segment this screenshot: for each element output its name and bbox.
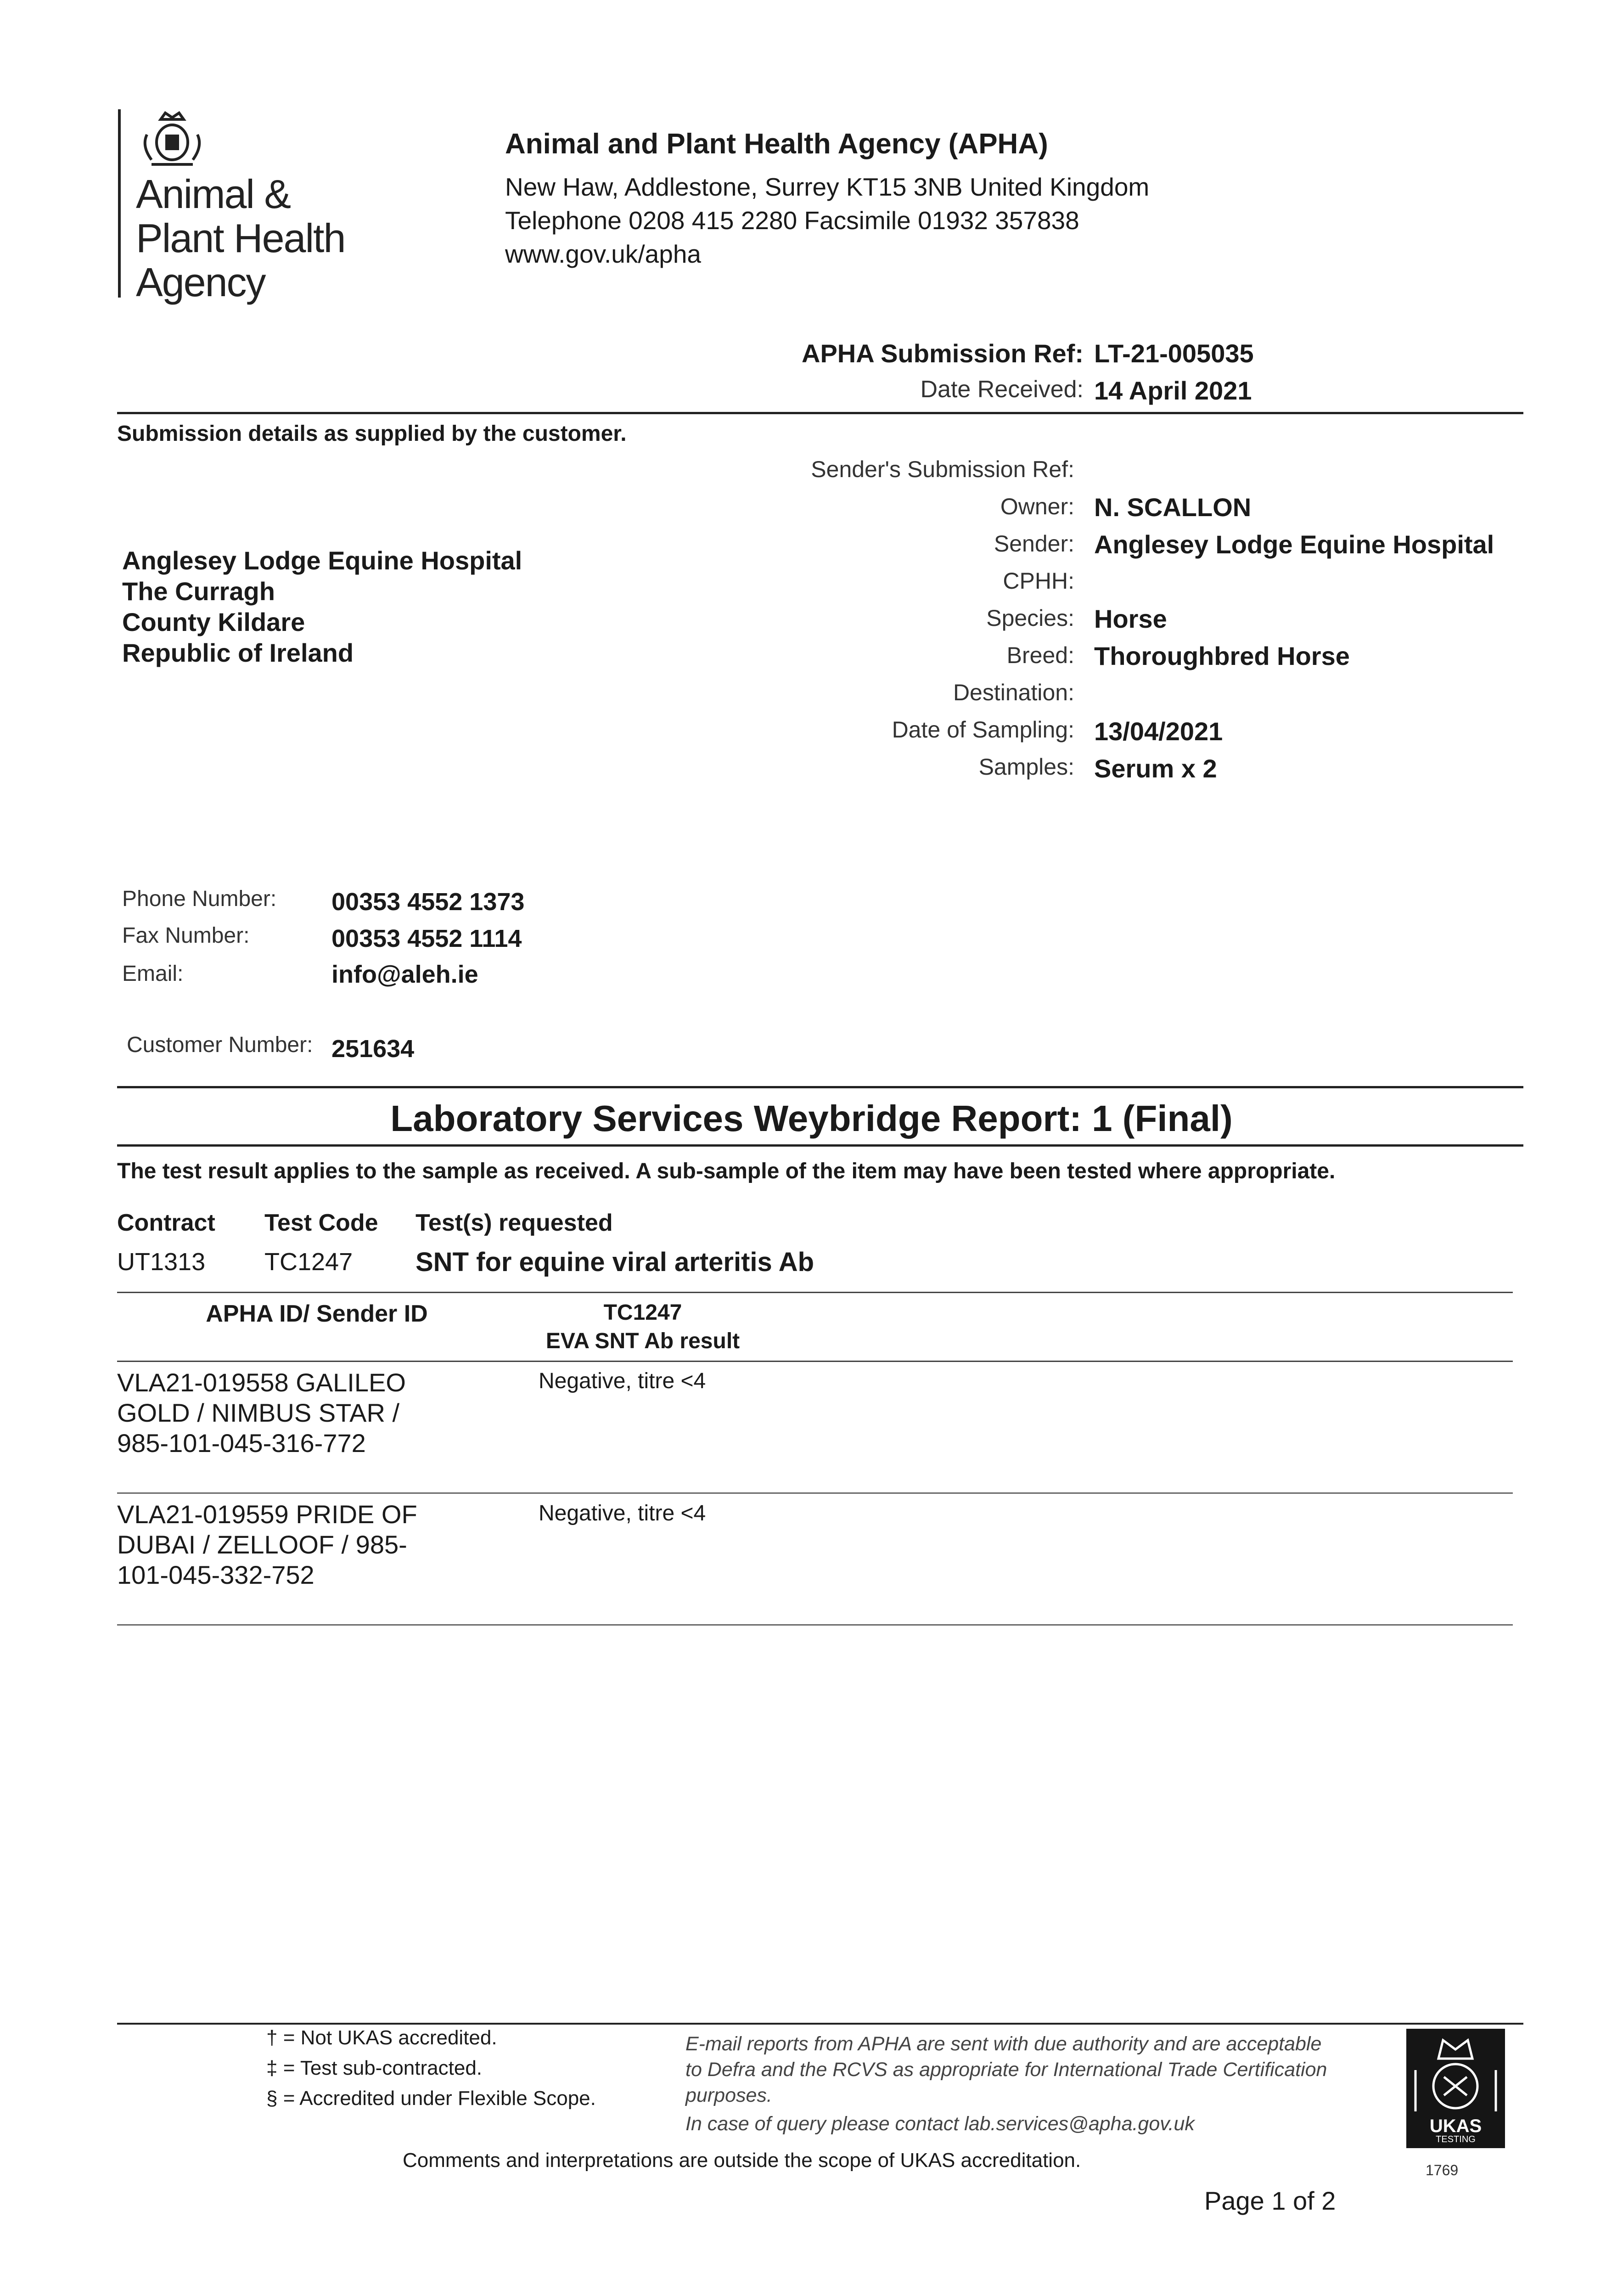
date-received-value: 14 April 2021 [1094, 376, 1252, 405]
table-bottom-rule [117, 1624, 1513, 1626]
detail-label: Samples: [978, 754, 1074, 780]
customer-number-label: Customer Number: [127, 1033, 313, 1057]
ukas-label: UKAS [1429, 2116, 1482, 2136]
detail-label: Date of Sampling: [892, 717, 1074, 743]
email-value[interactable]: info@aleh.ie [331, 961, 478, 988]
sample-id: VLA21-019559 PRIDE OF DUBAI / ZELLOOF / 985-101-045-332-752 [117, 1500, 417, 1589]
agency-logo-text: Animal & Plant Health Agency [136, 171, 345, 305]
table-top-rule [117, 1292, 1513, 1293]
report-note: The test result applies to the sample as received. A sub-sample of the item may have been tested where appropriate. [117, 1159, 1336, 1183]
col-id-header: APHA ID/ Sender ID [206, 1300, 428, 1327]
address-line: County Kildare [122, 608, 305, 636]
agency-title: Animal and Plant Health Agency (APHA) [505, 128, 1048, 160]
customer-note: Submission details as supplied by the customer. [117, 422, 627, 446]
detail-label: Breed: [1006, 642, 1074, 668]
agency-address: New Haw, Addlestone, Surrey KT15 3NB United Kingdom [505, 173, 1150, 201]
logo-divider [118, 109, 121, 298]
ukas-badge [1406, 2029, 1505, 2148]
sample-result: Negative, titre <4 [539, 1369, 706, 1393]
address-line: Republic of Ireland [122, 638, 354, 667]
table-header-rule [117, 1361, 1513, 1362]
ukas-number: 1769 [1426, 2162, 1459, 2178]
email-reports-note: E-mail reports from APHA are sent with due authority and are acceptable to Defra and the RCVS as appropriate for International Trade Certification purposes. [685, 2033, 1327, 2106]
detail-label: Owner: [1000, 494, 1074, 519]
accreditation-key: † = Not UKAS accredited. ‡ = Test sub-contracted. § = Accredited under Flexible Scope. [266, 2026, 596, 2110]
phone-value: 00353 4552 1373 [331, 888, 525, 916]
tests-requested-header: Test(s) requested [416, 1210, 613, 1236]
query-contact-note: In case of query please contact lab.services@apha.gov.uk [685, 2113, 1195, 2135]
header-divider [117, 412, 1523, 414]
detail-label: Species: [986, 605, 1074, 631]
ukas-scope-comment: Comments and interpretations are outside the scope of UKAS accreditation. [403, 2149, 1081, 2172]
customer-number-value: 251634 [331, 1035, 415, 1063]
report-top-divider [117, 1086, 1523, 1088]
fax-value: 00353 4552 1114 [331, 925, 522, 952]
detail-label: Destination: [953, 680, 1074, 705]
address-line: Anglesey Lodge Equine Hospital [122, 546, 522, 575]
sampling-date-value: 13/04/2021 [1094, 717, 1223, 746]
email-label: Email: [122, 962, 184, 986]
detail-label: CPHH: [1003, 568, 1074, 594]
agency-telephone: Telephone 0208 415 2280 Facsimile 01932 357838 [505, 206, 1079, 235]
col-result-name-header: EVA SNT Ab result [545, 1329, 740, 1353]
breed-value: Thoroughbred Horse [1094, 642, 1350, 670]
sample-id: VLA21-019558 GALILEO GOLD / NIMBUS STAR / 985-101-045-316-772 [117, 1368, 406, 1458]
date-received-label: Date Received: [920, 376, 1084, 403]
sample-result: Negative, titre <4 [539, 1501, 706, 1525]
table-row-rule [117, 1492, 1513, 1494]
address-line: The Curragh [122, 577, 275, 606]
submission-ref-label: APHA Submission Ref: [802, 339, 1084, 368]
ukas-sub-label: TESTING [1436, 2134, 1476, 2144]
owner-value: N. SCALLON [1094, 493, 1252, 522]
fax-label: Fax Number: [122, 923, 250, 948]
detail-label: Sender: [994, 531, 1074, 557]
page-number: Page 1 of 2 [1204, 2186, 1336, 2215]
agency-website[interactable]: www.gov.uk/apha [505, 240, 702, 268]
test-name-value: SNT for equine viral arteritis Ab [416, 1247, 814, 1277]
royal-crest-icon [133, 109, 211, 169]
submission-ref-value: LT-21-005035 [1094, 339, 1254, 368]
species-value: Horse [1094, 604, 1167, 633]
col-result-code-header: TC1247 [603, 1300, 682, 1325]
test-code-value: TC1247 [264, 1248, 353, 1276]
phone-label: Phone Number: [122, 887, 277, 911]
detail-label: Sender's Submission Ref: [811, 456, 1074, 482]
sender-value: Anglesey Lodge Equine Hospital [1094, 530, 1494, 559]
report-title: Laboratory Services Weybridge Report: 1 (Final) [390, 1098, 1233, 1139]
test-code-header: Test Code [264, 1210, 378, 1236]
samples-value: Serum x 2 [1094, 754, 1217, 783]
report-title-divider [117, 1144, 1523, 1147]
contract-header: Contract [117, 1210, 215, 1236]
contract-value: UT1313 [117, 1248, 206, 1276]
